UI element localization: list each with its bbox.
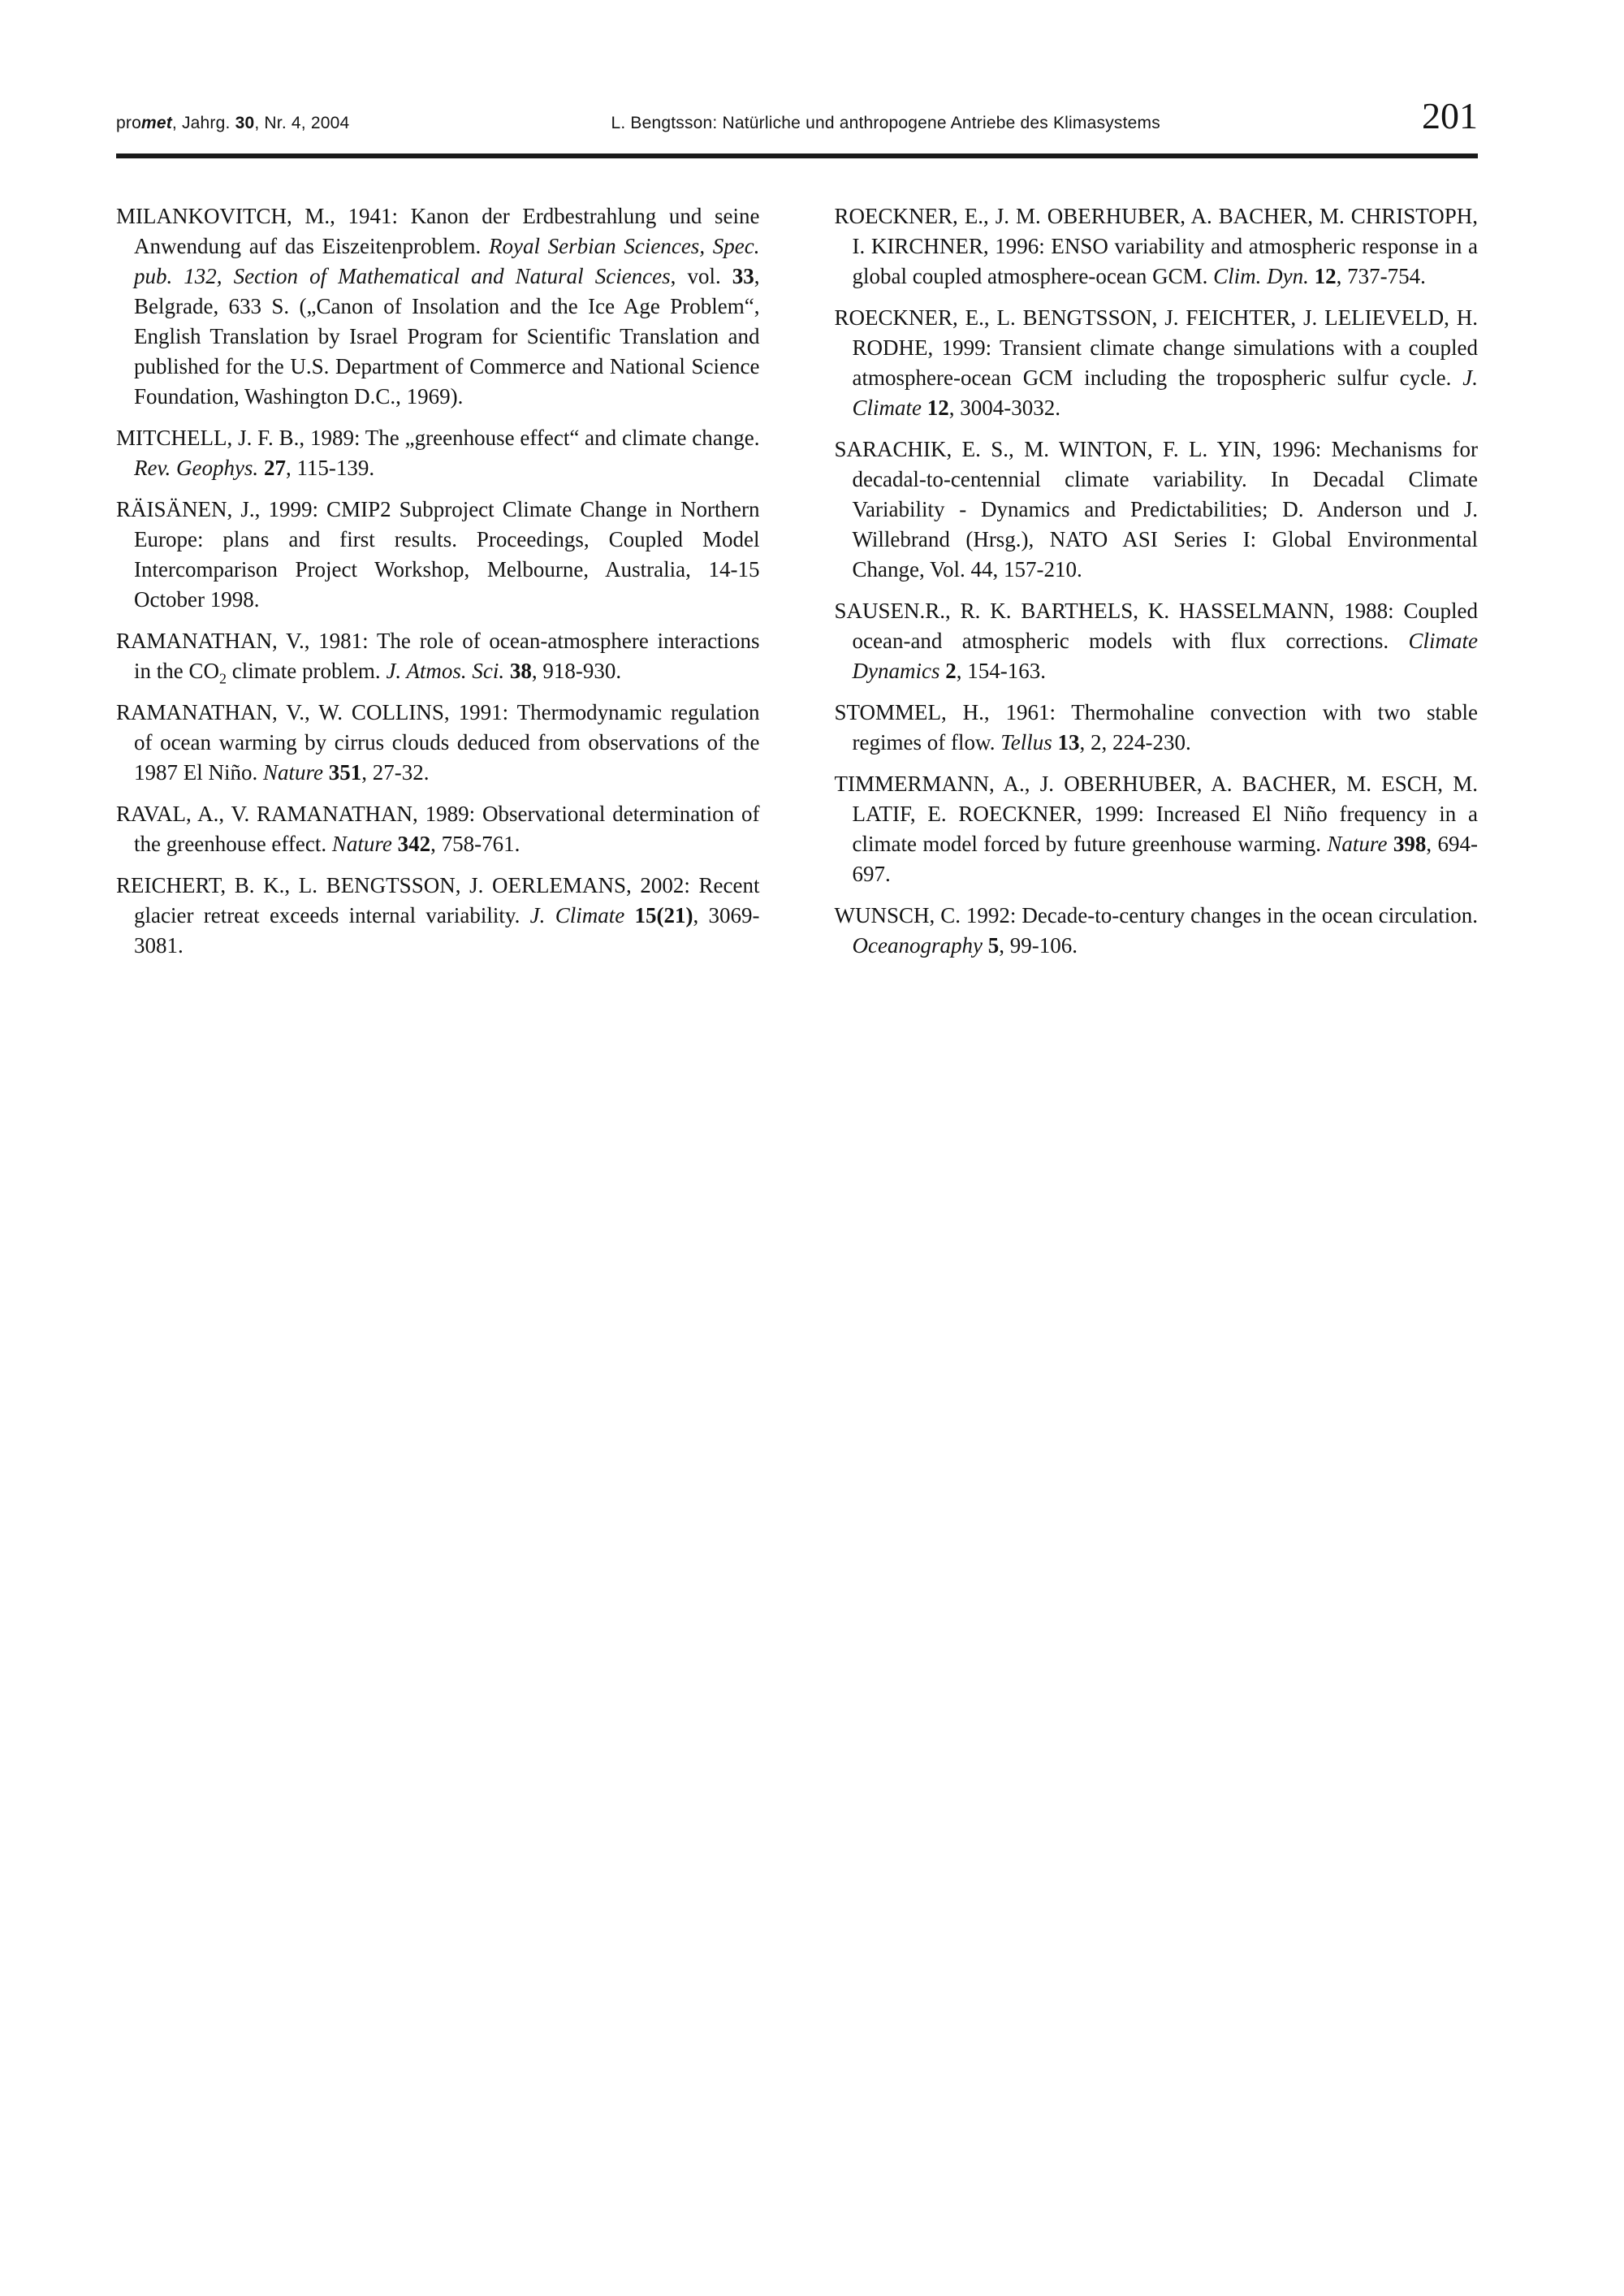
- reference-entry: [835, 303, 1479, 423]
- text-segment-r: RÄISÄNEN, J., 1999: CMIP2 Subproject Climate Change in Northern Europe: plans and first results. Proceedings, Coupled Model Intercomparison Project Workshop, Melbourne, Australia, 14-15 October 1998.: [116, 497, 760, 612]
- text-segment-r: , Belgrade, 633 S. („Canon of Insolation and the Ice Age Problem“, English Translation by Israel Program for Scientific Translation and published for the U.S. Department of Commerce and National Science Foundation, Washington D.C., 1969).: [134, 264, 760, 409]
- text-segment-r: climate problem.: [227, 659, 387, 683]
- reference-entry: [116, 799, 760, 859]
- reference-entry: [116, 871, 760, 961]
- reference-entry: [116, 423, 760, 483]
- text-segment-r: STOMMEL, H., 1961: Thermohaline convection with two stable regimes of flow.: [834, 700, 1478, 755]
- journal-issue-info: [116, 114, 349, 133]
- text-segment-i: Royal Serbian Sciences, Spec. pub. 132, Section of Mathematical and Natural Sciences: [134, 234, 760, 288]
- text-segment-b: 27: [263, 456, 286, 480]
- reference-entry: [835, 435, 1479, 585]
- text-segment-r: ROECKNER, E., J. M. OBERHUBER, A. BACHER, M. CHRISTOPH, I. KIRCHNER, 1996: ENSO variability and atmospheric response in a global coupled atmosphere-ocean GCM.: [834, 204, 1478, 288]
- text-segment-b: 38: [509, 659, 532, 683]
- text-segment-r: , vol.: [670, 264, 732, 288]
- text-segment-r: , 737-754.: [1336, 264, 1426, 288]
- text-segment-r: , 99-106.: [999, 933, 1078, 958]
- text-segment-i: J. Climate: [529, 903, 635, 927]
- text-segment-r: , Nr. 4, 2004: [254, 114, 350, 132]
- text-segment-i: Climate Dynamics: [852, 629, 1478, 683]
- reference-entry: [116, 201, 760, 412]
- text-segment-b: 13: [1057, 730, 1080, 755]
- header-rule: [116, 153, 1478, 158]
- text-segment-r: ROECKNER, E., L. BENGTSSON, J. FEICHTER, J. LELIEVELD, H. RODHE, 1999: Transient climate change simulations with a coupled atmosphere-ocean GCM including the tropospheric sulfur cycle.: [834, 305, 1478, 390]
- text-segment-i: Oceanography: [852, 933, 988, 958]
- reference-entry: [835, 769, 1479, 889]
- reference-entry: [835, 901, 1479, 961]
- text-segment-r: SAUSEN.R., R. K. BARTHELS, K. HASSELMANN, 1988: Coupled ocean-and atmospheric models with flux corrections.: [834, 599, 1478, 653]
- text-segment-r: MITCHELL, J. F. B., 1989: The „greenhouse effect“ and climate change.: [116, 426, 760, 450]
- reference-entry: [835, 201, 1479, 292]
- text-segment-b: 398: [1393, 832, 1427, 856]
- text-segment-r: SARACHIK, E. S., M. WINTON, F. L. YIN, 1996: Mechanisms for decadal-to-centennial climate variability. In Decadal Climate Variability - Dynamics and Predictabilities; D. Anderson und J. Willebrand (Hrsg.), NATO ASI Series I: Global Environmental Change, Vol. 44, 157-210.: [834, 437, 1478, 582]
- text-segment-i: Clim. Dyn.: [1213, 264, 1315, 288]
- text-segment-r: TIMMERMANN, A., J. OBERHUBER, A. BACHER, M. ESCH, M. LATIF, E. ROECKNER, 1999: Increased El Niño frequency in a climate model forced by future greenhouse warming.: [834, 772, 1478, 856]
- text-segment-i: J. Climate: [852, 365, 1478, 420]
- text-segment-r: , 918-930.: [531, 659, 622, 683]
- text-segment-r: , 3004-3032.: [948, 396, 1060, 420]
- text-segment-r: MILANKOVITCH, M., 1941: Kanon der Erdbestrahlung und seine Anwendung auf das Eiszeitenproblem.: [116, 204, 760, 258]
- reference-entry: [116, 698, 760, 788]
- references-column-right: [835, 201, 1479, 972]
- text-segment-r: , 2, 224-230.: [1079, 730, 1191, 755]
- text-segment-r: RAVAL, A., V. RAMANATHAN, 1989: Observational determination of the greenhouse effect.: [116, 802, 760, 856]
- text-segment-r: , Jahrg.: [171, 114, 235, 132]
- text-segment-r: RAMANATHAN, V., 1981: The role of ocean-atmosphere interactions in the CO: [116, 629, 760, 683]
- reference-entry: [835, 698, 1479, 758]
- text-segment-i: Nature: [263, 760, 329, 785]
- text-segment-bi: met: [140, 114, 172, 132]
- text-segment-i: Rev. Geophys.: [134, 456, 264, 480]
- text-segment-b: 5: [987, 933, 1000, 958]
- running-title: L. Bengtsson: Natürliche und anthropogene Antriebe des Klimasystems: [611, 114, 1160, 132]
- text-segment-r: , 694-697.: [852, 832, 1478, 886]
- text-segment-i: Nature: [1327, 832, 1393, 856]
- text-segment-r: , 115-139.: [285, 456, 375, 480]
- page-header: [116, 94, 1478, 137]
- text-segment-r: REICHERT, B. K., L. BENGTSSON, J. OERLEMANS, 2002: Recent glacier retreat exceeds internal variability.: [116, 873, 760, 927]
- text-segment-r: , 758-761.: [430, 832, 520, 856]
- text-segment-sub: 2: [219, 670, 227, 687]
- text-segment-i: J. Atmos. Sci.: [386, 659, 510, 683]
- reference-entry: [116, 495, 760, 615]
- text-segment-b: 342: [397, 832, 431, 856]
- text-segment-r: RAMANATHAN, V., W. COLLINS, 1991: Thermodynamic regulation of ocean warming by cirrus clouds deduced from observations of the 1987 El Niño.: [116, 700, 760, 785]
- text-segment-b: 33: [732, 264, 754, 288]
- reference-entry: [835, 596, 1479, 686]
- text-segment-b: 351: [328, 760, 362, 785]
- text-segment-b: 12: [926, 396, 949, 420]
- text-segment-i: Nature: [331, 832, 398, 856]
- reference-entry: [116, 626, 760, 686]
- text-segment-r: , 154-163.: [956, 659, 1046, 683]
- text-segment-b: 12: [1314, 264, 1337, 288]
- text-segment-b: 15(21): [634, 903, 693, 927]
- text-segment-b: 30: [235, 114, 255, 132]
- page-number: 201: [1422, 95, 1478, 136]
- text-segment-i: Tellus: [1000, 730, 1058, 755]
- text-segment-r: , 3069-3081.: [134, 903, 760, 958]
- text-segment-r: WUNSCH, C. 1992: Decade-to-century changes in the ocean circulation.: [834, 903, 1478, 927]
- references-column-left: [116, 201, 760, 972]
- text-segment-r: , 27-32.: [361, 760, 430, 785]
- references-section: [116, 201, 1478, 972]
- text-segment-b: 2: [945, 659, 957, 683]
- text-segment-r: pro: [116, 114, 141, 132]
